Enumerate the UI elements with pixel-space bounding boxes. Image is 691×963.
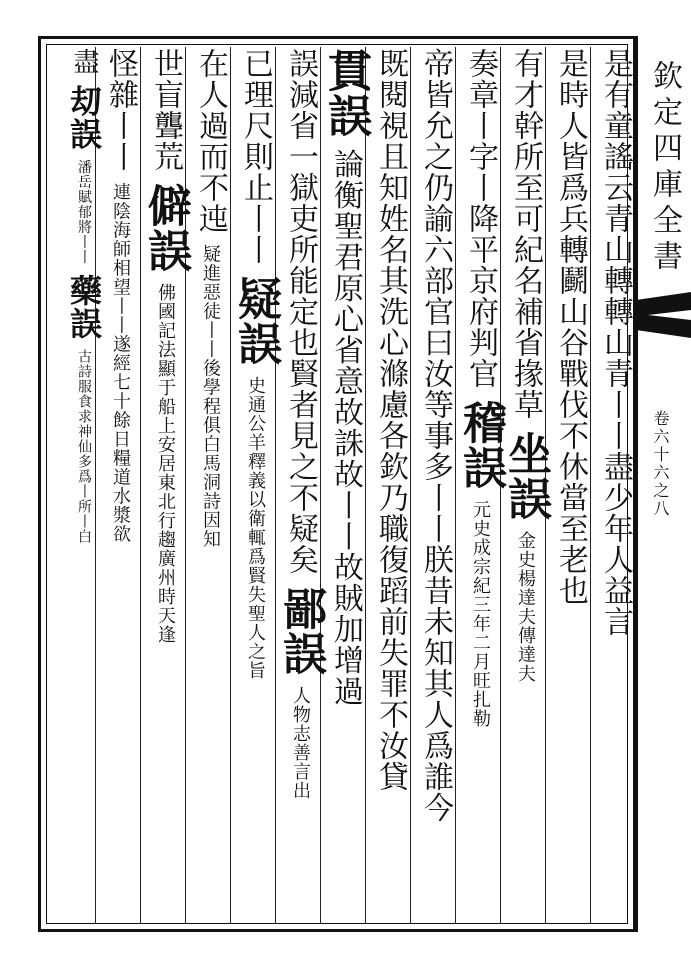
- column-text: 有才幹所至可紀名補省掾草: [508, 48, 543, 420]
- text-column: [547, 48, 593, 928]
- column-text: 論衡聖君原心省意故誅故丨丨故賊加增過: [328, 148, 363, 707]
- column-text: 是時人皆爲兵轉鬬山谷戰伐不休當至老也: [553, 48, 588, 606]
- column-text: 怪雜丨丨: [103, 48, 138, 172]
- text-column: [367, 48, 413, 928]
- entry-heading: 坐誤: [500, 430, 551, 521]
- column-text: 誤減省一獄吏所能定也賢者見之不疑矣: [283, 48, 318, 575]
- annotation: 金史楊達夫傳達夫: [515, 531, 536, 684]
- text-column: [230, 48, 281, 928]
- text-column: [50, 48, 103, 928]
- text-column: [275, 48, 326, 928]
- annotation: 元史成宗紀三年二月旺扎勒: [470, 500, 491, 729]
- annotation: 疑進惡徒丨丨後學程俱白馬洞詩因知: [200, 244, 221, 549]
- column-text: 在人過而不迍: [193, 48, 228, 234]
- column-text: 帝皆允之仍諭六部官曰汝等事多丨丨朕昔未知其人爲誰今: [418, 48, 453, 823]
- entry-heading: 刧誤: [65, 84, 103, 151]
- entry-heading: 稽誤: [455, 399, 506, 490]
- annotation: 連陰海師相望丨丨遂經七十餘日糧道水漿欲: [110, 182, 131, 544]
- column-text: 奏章丨字丨降平京府判官: [463, 48, 498, 389]
- annotation: 佛國記法顯于船上安居東北行趨廣州時天逢: [155, 283, 176, 645]
- text-column: [592, 48, 638, 928]
- column-text: 世盲聾荒: [148, 48, 183, 172]
- annotation: 古詩服食求神仙多爲丨所丨白: [76, 349, 92, 545]
- entry-heading: 僻誤: [140, 182, 191, 273]
- text-column: [140, 48, 191, 928]
- annotation: 潘岳賦郁將丨丨: [76, 159, 92, 265]
- column-text: 是有童謠云青山轉轉山青丨丨盡少年人益言: [598, 48, 633, 637]
- column-text: 盡: [69, 48, 99, 75]
- text-column: [455, 48, 506, 928]
- text-column: [320, 48, 371, 928]
- text-column: [412, 48, 458, 928]
- column-divider: [95, 47, 96, 923]
- entry-heading: 藥誤: [65, 273, 103, 340]
- entry-heading: 貫誤: [320, 48, 371, 138]
- annotation: 史通公羊釋義以衛輒爲賢失聖人之旨: [245, 376, 266, 681]
- column-text: 既閱視且知姓名其洗心滌慮各欽乃職復蹈前失罪不汝貸: [373, 48, 408, 792]
- text-column: [187, 48, 233, 928]
- entry-heading: 疑誤: [230, 275, 281, 366]
- column-text: 已理尺則止丨丨: [238, 48, 273, 265]
- text-column: [97, 48, 143, 928]
- fishtail-ornament: [636, 292, 691, 338]
- book-title: 欽定四庫全書: [647, 60, 682, 276]
- entry-heading: 鄙誤: [275, 585, 326, 676]
- annotation: 人物志善言出: [290, 686, 311, 801]
- volume-label: 卷六十六之八: [651, 410, 670, 518]
- text-column: [500, 48, 551, 928]
